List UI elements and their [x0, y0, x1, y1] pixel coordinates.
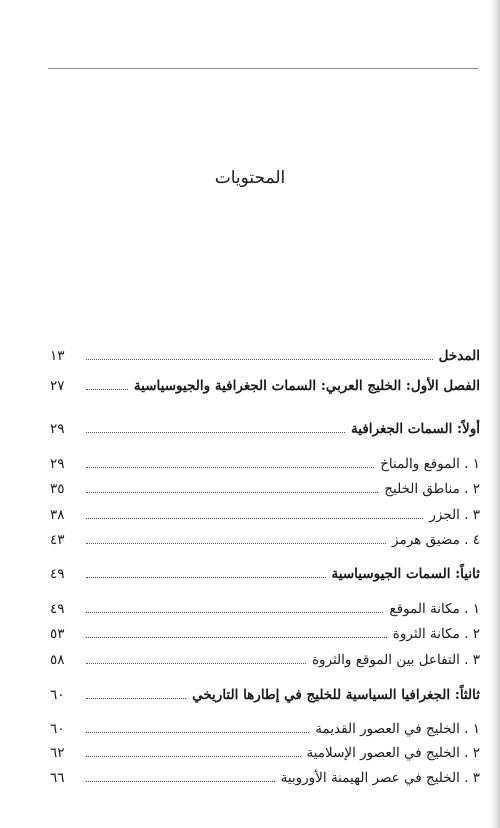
- toc-entry-label: ٢ . مكانة الثروة: [392, 626, 480, 642]
- toc-entry[interactable]: [50, 451, 480, 473]
- toc-page-number: ٦٠: [50, 721, 65, 737]
- toc-entry[interactable]: [50, 416, 480, 438]
- dot-leader: [86, 389, 128, 390]
- toc-page-number: ٦٢: [50, 745, 65, 761]
- toc-entry-label: ١ . مكانة الموقع: [389, 601, 480, 617]
- dot-leader: [86, 467, 374, 468]
- dot-leader: [86, 732, 309, 733]
- toc-page-number: ٥٨: [50, 652, 65, 668]
- toc-page-number: ٥٣: [50, 626, 65, 642]
- toc-entry[interactable]: [50, 373, 480, 395]
- toc-entry-label: المدخل: [438, 348, 480, 364]
- toc-page-number: ٢٧: [50, 378, 65, 394]
- page-title: المحتويات: [214, 168, 286, 188]
- dot-leader: [86, 698, 186, 699]
- toc-entry[interactable]: [50, 682, 480, 704]
- toc-entry[interactable]: [50, 596, 480, 618]
- dot-leader: [86, 663, 306, 664]
- toc-entry[interactable]: [50, 476, 480, 498]
- toc-entry-label: ٣ . الخليج في عصر الهيمنة الأوروبية: [280, 770, 480, 786]
- toc-entry[interactable]: [50, 716, 480, 738]
- toc-page-number: ٤٩: [50, 601, 65, 617]
- toc-page-number: ٢٩: [50, 421, 65, 437]
- toc-entry-label: ١ . الموقع والمناخ: [380, 456, 480, 472]
- toc-entry-label: ثالثاً: الجغرافيا السياسية للخليج في إطارها التاريخي: [192, 687, 480, 703]
- toc-entry[interactable]: [50, 621, 480, 643]
- toc-entry[interactable]: [50, 647, 480, 669]
- toc-entry-label: الفصل الأول: الخليج العربي: السمات الجغرافية والجيوسياسية: [133, 378, 480, 394]
- toc-entry-label: ٢ . مناطق الخليج: [384, 481, 480, 497]
- toc-entry-label: ٣ . التفاعل بين الموقع والثروة: [311, 652, 480, 668]
- toc-entry[interactable]: [50, 527, 480, 549]
- toc-entry-label: ٣ . الجزر: [429, 507, 480, 523]
- dot-leader: [86, 781, 275, 782]
- page-edge-shadow: [490, 0, 500, 828]
- toc-page-number: ٤٩: [50, 566, 65, 582]
- toc-page-number: ٤٣: [50, 532, 65, 548]
- dot-leader: [86, 432, 345, 433]
- toc-page-number: ١٣: [50, 348, 65, 364]
- toc-entry[interactable]: [50, 561, 480, 583]
- toc-entry-label: ٢ . الخليج في العصور الإسلامية: [306, 745, 480, 761]
- dot-leader: [86, 518, 423, 519]
- toc-entry[interactable]: [50, 343, 480, 365]
- toc-entry[interactable]: [50, 502, 480, 524]
- toc-page-number: ٣٨: [50, 507, 65, 523]
- dot-leader: [86, 359, 433, 360]
- toc-entry-label: ١ . الخليج في العصور القديمة: [315, 721, 480, 737]
- toc-entry-label: ٤ . مضيق هرمز: [392, 532, 480, 548]
- header-rule: [48, 68, 478, 69]
- toc-page-number: ٣٥: [50, 481, 65, 497]
- toc-page-number: ٦٦: [50, 770, 65, 786]
- dot-leader: [86, 577, 326, 578]
- toc-entry[interactable]: [50, 765, 480, 787]
- dot-leader: [86, 756, 301, 757]
- dot-leader: [86, 543, 386, 544]
- dot-leader: [86, 612, 383, 613]
- toc-page-number: ٦٠: [50, 687, 65, 703]
- dot-leader: [86, 492, 378, 493]
- toc-page-number: ٢٩: [50, 456, 65, 472]
- toc-entry-label: أولاً: السمات الجغرافية: [351, 421, 480, 437]
- toc-entry-label: ثانياً: السمات الجيوسياسية: [331, 566, 480, 582]
- toc-entry[interactable]: [50, 740, 480, 762]
- dot-leader: [86, 637, 387, 638]
